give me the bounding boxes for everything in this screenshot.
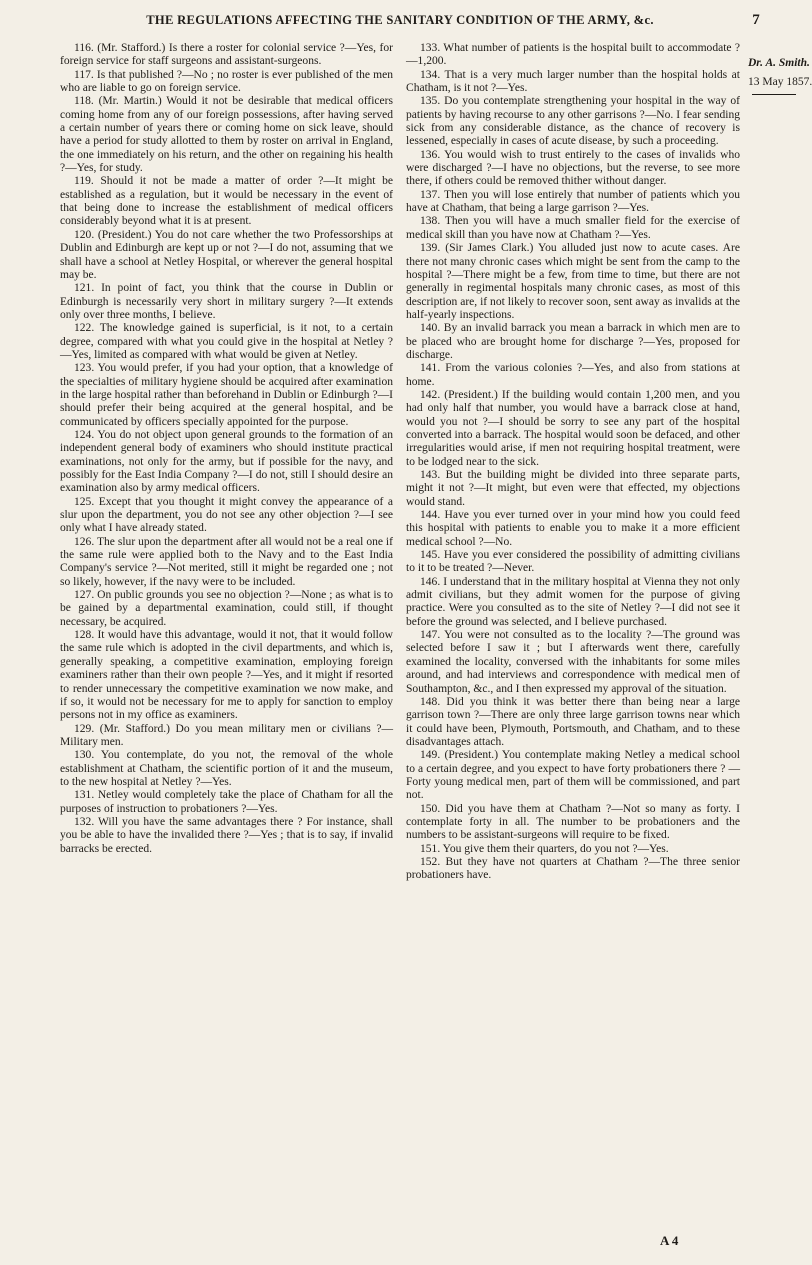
paragraph: 147. You were not consulted as to the locality ?—The ground was selected before I saw it ; but I afterwards went there, carefully examined the locality, conversed with the inhabitants for some miles around, and had interviews and correspondence with medical men of Southampton, &c., and I then expressed my approval of the situation. (406, 629, 740, 695)
paragraph: 123. You would prefer, if you had your option, that a knowledge of the specialties of military hygiene should be acquired after examination in the large hospital rather than beforehand in Dublin or Edinburgh ?—I should prefer their being acquired at the general hospital, and be communicated by officers specially appointed for the purpose. (60, 362, 393, 428)
paragraph: 125. Except that you thought it might convey the appearance of a slur upon the department, you do not see any other objection ?—I see only what I have already stated. (60, 495, 393, 535)
page-number: 7 (752, 12, 760, 28)
paragraph: 132. Will you have the same advantages there ? For instance, shall you be able to have the invalided there ?—Yes ; that is to say, if invalid barracks be erected. (60, 815, 393, 855)
paragraph: 139. (Sir James Clark.) You alluded just now to acute cases. Are there not many chronic cases which might be sent from the camp to the hospital ?—There might be a few, from time to time, but there are not generally in regimental hospitals many chronic cases, as most of this description are, if not likely to recover soon, sent away as invalids at the half-yearly inspections. (406, 242, 740, 321)
paragraph: 146. I understand that in the military hospital at Vienna they not only admit civilians, but they admit women for the purpose of giving practice. Were you consulted as to the site of Netley ?—I did not see it before the ground was selected, and I believe purchased. (406, 575, 740, 628)
paragraph: 118. (Mr. Martin.) Would it not be desirable that medical officers coming home from any of our foreign possessions, after having served a certain number of years there or coming home on sick leave, should have a period for study allotted to them by roster on arrival in England, the one immediately on his return, and the other on regaining his health ?—Yes, for study. (60, 95, 393, 175)
paragraph: 122. The knowledge gained is superficial, is it not, to a certain degree, compared with what you could give in the hospital at Netley ?—Yes, limited as compared with what would be given at Netley. (60, 322, 393, 361)
paragraph: 127. On public grounds you see no objection ?—None ; as what is to be gained by a departmental examination, could still, if thought necessary, be acquired. (60, 589, 393, 628)
paragraph: 143. But the building might be divided into three separate parts, might it not ?—It might, but even were that effected, my objections would stand. (406, 469, 740, 508)
margin-rule (752, 94, 796, 95)
paragraph: 124. You do not object upon general grounds to the formation of an independent general body of examiners who should institute practical examinations, not only for the army, but if possible for the navy, and possibly for the East India Company ?—I do not, still I should desire an examination also by army medical officers. (60, 428, 393, 495)
paragraph: 129. (Mr. Stafford.) Do you mean military men or civilians ?—Military men. (60, 722, 393, 748)
paragraph: 126. The slur upon the department after all would not be a real one if the same rule were applied both to the Navy and to the East India Company's service ?—Not merited, still it might be regarded one ; not so likely, however, if the navy were to be included. (60, 535, 393, 588)
paragraph: 119. Should it not be made a matter of order ?—It might be established as a regulation, but it would be necessary in the event of that being done to increase the establishment of medical officers considerably beyond what it is at present. (60, 175, 393, 228)
paragraph: 128. It would have this advantage, would it not, that it would follow the same rule which is adopted in the civil departments, and which is, generally speaking, a competitive examination, employing foreign examiners rather than their own people ?—Yes, and it might if resorted to render unnecessary the competitive examination we now make, and if so, it would not be necessary for me to apply for sanction to employ persons not in my office as examiners. (60, 629, 393, 722)
paragraph: 138. Then you will have a much smaller field for the exercise of medical skill than you have now at Chatham ?—Yes. (406, 215, 740, 241)
paragraph: 121. In point of fact, you think that the course in Dublin or Edinburgh is necessarily very short in military surgery ?—It extends only over three months, I believe. (60, 282, 393, 321)
right-column (406, 42, 740, 883)
left-column (60, 42, 393, 856)
paragraph: 136. You would wish to trust entirely to the cases of invalids who were discharged ?—I have no objections, but the reverse, to see more there, if others could be removed thither without danger. (406, 148, 740, 188)
paragraph: 137. Then you will lose entirely that number of patients which you have at Chatham, that being a large garrison ?—Yes. (406, 188, 740, 215)
paragraph: 149. (President.) You contemplate making Netley a medical school to a certain degree, and you expect to have forty probationers there ? — Forty young medical men, part of them will be commissioned, and part not. (406, 749, 740, 802)
witness-name: Dr. A. Smith. (748, 57, 810, 69)
paragraph: 151. You give them their quarters, do you not ?—Yes. (420, 842, 669, 855)
paragraph: 130. You contemplate, do you not, the removal of the whole establishment at Chatham, the scientific portion of it and the museum, to the new hospital at Netley ?—Yes. (60, 749, 393, 788)
paragraph: 134. That is a very much larger number than the hospital holds at Chatham, is it not ?—Yes. (406, 68, 740, 95)
margin-note (748, 54, 812, 95)
paragraph: 120. (President.) You do not care whether the two Professorships at Dublin and Edinburgh are kept up or not ?—I do not, assuming that we shall have a school at Netley Hospital, or wherever the general hospital may be. (60, 228, 393, 281)
testimony-date: 13 May 1857. (748, 76, 812, 88)
paragraph: 117. Is that published ?—No ; no roster is ever published of the men who are liable to go on foreign service. (60, 68, 393, 95)
header-title: THE REGULATIONS AFFECTING THE SANITARY CONDITION OF THE ARMY, &c. (146, 13, 654, 27)
paragraph: 140. By an invalid barrack you mean a barrack in which men are to be placed who are brought home for discharge ?—Yes, proposed for discharge. (406, 322, 740, 361)
paragraph: 116. (Mr. Stafford.) Is there a roster for colonial service ?—Yes, for foreign service for staff surgeons and assistant-surgeons. (60, 42, 393, 68)
paragraph: 145. Have you ever considered the possibility of admitting civilians to it to be treated ?—Never. (406, 549, 740, 575)
paragraph: 142. (President.) If the building would contain 1,200 men, and you had only half that number, you would have a barrack close at hand, would you not ?—I should be sorry to see any part of the hospital converted into a barrack. The hospital would soon be defaced, and other irregularities would arise, if men not requiring hospital treatment, were to be lodged near to the sick. (406, 388, 740, 468)
running-header (30, 8, 770, 32)
paragraph: 148. Did you think it was better there than being near a large garrison town ?—There are only three large garrison towns near which it could have been, Plymouth, Portsmouth, and Chatham, and to these disadvantages attach. (406, 695, 740, 748)
paragraph: 144. Have you ever turned over in your mind how you could feed this hospital with patients to enable you to make it a more efficient medical school ?—No. (406, 509, 740, 548)
paragraph: 131. Netley would completely take the place of Chatham for all the purposes of instruction to probationers ?—Yes. (60, 789, 393, 815)
paragraph: 152. But they have not quarters at Chatham ?—The three senior probationers have. (406, 855, 740, 882)
paragraph: 150. Did you have them at Chatham ?—Not so many as forty. I contemplate forty in all. The number to be probationers and the numbers to be assistant-surgeons will require to be fixed. (406, 802, 740, 842)
paragraph: 141. From the various colonies ?—Yes, and also from stations at home. (406, 362, 740, 388)
paragraph: 133. What number of patients is the hospital built to accommodate ?—1,200. (406, 42, 740, 68)
signature-mark: A 4 (660, 1233, 679, 1248)
paragraph: 135. Do you contemplate strengthening your hospital in the way of patients by having recourse to any other garrisons ?—No. I fear sending sick from any considerable distance, as the chance of recovery is lessened, especially in cases of acute disease, by such a proceeding. (406, 95, 740, 148)
